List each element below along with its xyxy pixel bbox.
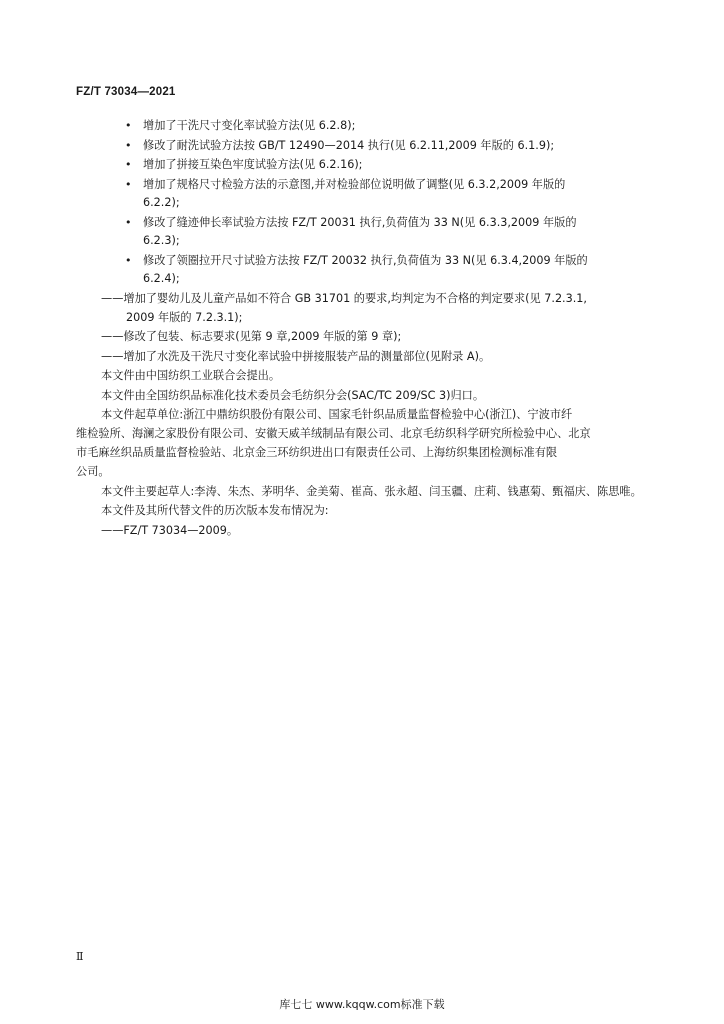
bullet-item: 增加了拼接互染色牢度试验方法(见 6.2.16);	[143, 158, 363, 171]
paragraph: ——FZ/T 73034—2009。	[101, 524, 239, 537]
dash-item: ——增加了婴幼儿及儿童产品如不符合 GB 31701 的要求,均判定为不合格的判定要求(见 7.2.3.1,	[101, 292, 587, 305]
bullet-dot: •	[125, 178, 132, 191]
bullet-item: 增加了干洗尺寸变化率试验方法(见 6.2.8);	[143, 119, 356, 132]
bullet-dot: •	[125, 216, 132, 229]
bullet-item-continuation: 6.2.4);	[143, 272, 180, 285]
footer-watermark: 库七七 www.kqqw.com标准下载	[279, 998, 445, 1011]
bullet-dot: •	[125, 119, 132, 132]
paragraph: 本文件起草单位:浙江中鼎纺织股份有限公司、国家毛针织品质量监督检验中心(浙江)、宁波市纤	[101, 408, 573, 421]
bullet-item: 修改了缝迹伸长率试验方法按 FZ/T 20031 执行,负荷值为 33 N(见 6.3.3,2009 年版的	[143, 216, 577, 229]
page-header: FZ/T 73034—2021	[76, 86, 176, 98]
bullet-item: 修改了领圈拉开尺寸试验方法按 FZ/T 20032 执行,负荷值为 33 N(见 6.3.4,2009 年版的	[143, 254, 588, 267]
paragraph: 本文件及其所代替文件的历次版本发布情况为:	[101, 504, 329, 517]
bullet-dot: •	[125, 139, 132, 152]
paragraph: 本文件由全国纺织品标准化技术委员会毛纺织分会(SAC/TC 209/SC 3)归口。	[101, 389, 485, 402]
bullet-dot: •	[125, 254, 132, 267]
paragraph: 本文件由中国纺织工业联合会提出。	[101, 369, 281, 382]
bullet-dot: •	[125, 158, 132, 171]
dash-item: ——增加了水洗及干洗尺寸变化率试验中拼接服装产品的测量部位(见附录 A)。	[101, 350, 491, 363]
paragraph-continuation: 公司。	[76, 465, 110, 478]
dash-item: ——修改了包装、标志要求(见第 9 章,2009 年版的第 9 章);	[101, 330, 402, 343]
bullet-item: 修改了耐洗试验方法按 GB/T 12490—2014 执行(见 6.2.11,2009 年版的 6.1.9);	[143, 139, 555, 152]
paragraph-continuation: 市毛麻丝织品质量监督检验站、北京金三环纺织进出口有限责任公司、上海纺织集团检测标准有限	[76, 446, 558, 459]
bullet-item-continuation: 6.2.3);	[143, 234, 180, 247]
page-number: Ⅱ	[76, 950, 84, 963]
bullet-item-continuation: 6.2.2);	[143, 196, 180, 209]
bullet-item: 增加了规格尺寸检验方法的示意图,并对检验部位说明做了调整(见 6.3.2,2009 年版的	[143, 178, 566, 191]
paragraph: 本文件主要起草人:李涛、朱杰、茅明华、金美菊、崔高、张永超、闫玉疆、庄莉、钱惠菊、甄福庆、陈思唯。	[101, 485, 642, 498]
paragraph-continuation: 维检验所、海澜之家股份有限公司、安徽天威羊绒制品有限公司、北京毛纺织科学研究所检验中心、北京	[76, 427, 591, 440]
dash-item-continuation: 2009 年版的 7.2.3.1);	[126, 311, 243, 324]
